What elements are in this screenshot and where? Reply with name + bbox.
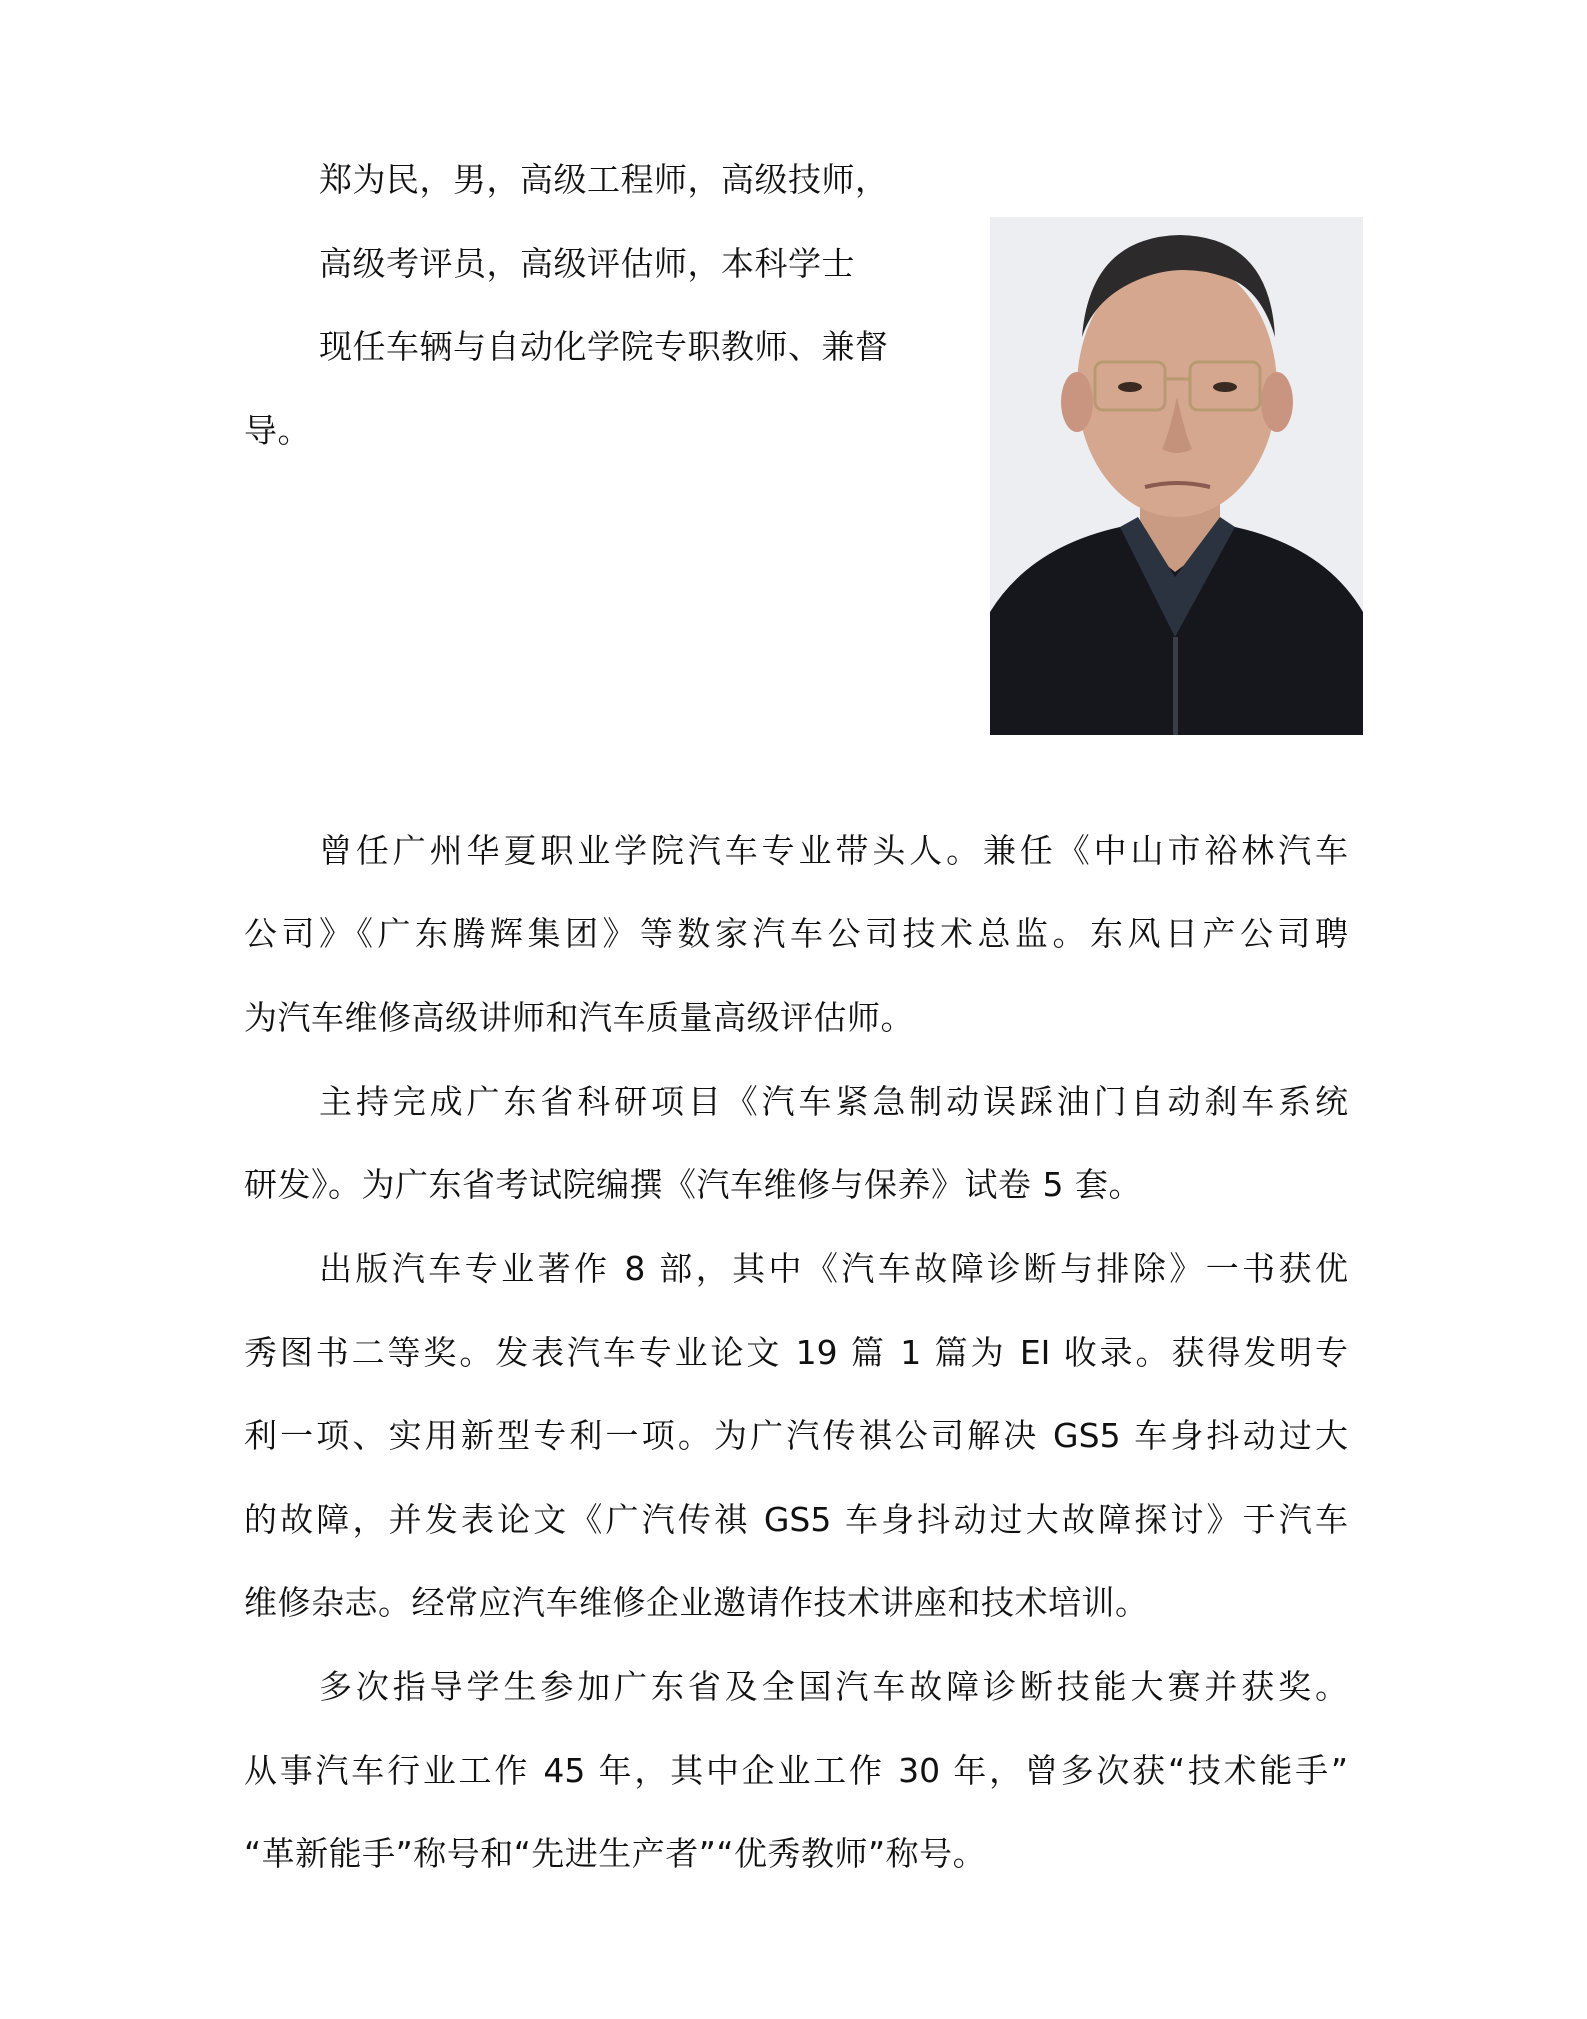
p4-line-3: “革新能手”称号和“先进生产者”“优秀教师”称号。 xyxy=(244,1834,987,1873)
p3-line-2: 秀图书二等奖。发表汽车专业论文 19 篇 1 篇为 EI 收录。获得发明专 xyxy=(244,1333,1348,1372)
intro-line-1: 郑为民，男，高级工程师，高级技师， xyxy=(319,160,889,199)
p1-line-3: 为汽车维修高级讲师和汽车质量高级评估师。 xyxy=(244,998,914,1037)
p3-line-5: 维修杂志。经常应汽车维修企业邀请作技术讲座和技术培训。 xyxy=(244,1583,1149,1622)
p3-line-3: 利一项、实用新型专利一项。为广汽传祺公司解决 GS5 车身抖动过大 xyxy=(244,1416,1348,1455)
p1-line-2: 公司》《广东腾辉集团》等数家汽车公司技术总监。东风日产公司聘 xyxy=(244,914,1348,953)
p1-line-1: 曾任广州华夏职业学院汽车专业带头人。兼任《中山市裕林汽车 xyxy=(319,831,1348,870)
p3-line-4: 的故障，并发表论文《广汽传祺 GS5 车身抖动过大故障探讨》于汽车 xyxy=(244,1500,1348,1539)
p4-line-2: 从事汽车行业工作 45 年，其中企业工作 30 年，曾多次获“技术能手” xyxy=(244,1751,1348,1790)
portrait-photo xyxy=(990,217,1363,735)
intro-line-2: 高级考评员，高级评估师，本科学士 xyxy=(319,244,855,283)
p4-line-1: 多次指导学生参加广东省及全国汽车故障诊断技能大赛并获奖。 xyxy=(319,1667,1348,1706)
intro-line-3: 现任车辆与自动化学院专职教师、兼督 xyxy=(319,327,889,366)
p2-line-1: 主持完成广东省科研项目《汽车紧急制动误踩油门自动刹车系统 xyxy=(319,1082,1348,1121)
p3-line-1: 出版汽车专业著作 8 部，其中《汽车故障诊断与排除》一书获优 xyxy=(319,1249,1348,1288)
intro-line-4: 导。 xyxy=(244,411,311,450)
portrait-icon xyxy=(990,217,1363,735)
p2-line-2: 研发》。为广东省考试院编撰《汽车维修与保养》试卷 5 套。 xyxy=(244,1165,1142,1204)
